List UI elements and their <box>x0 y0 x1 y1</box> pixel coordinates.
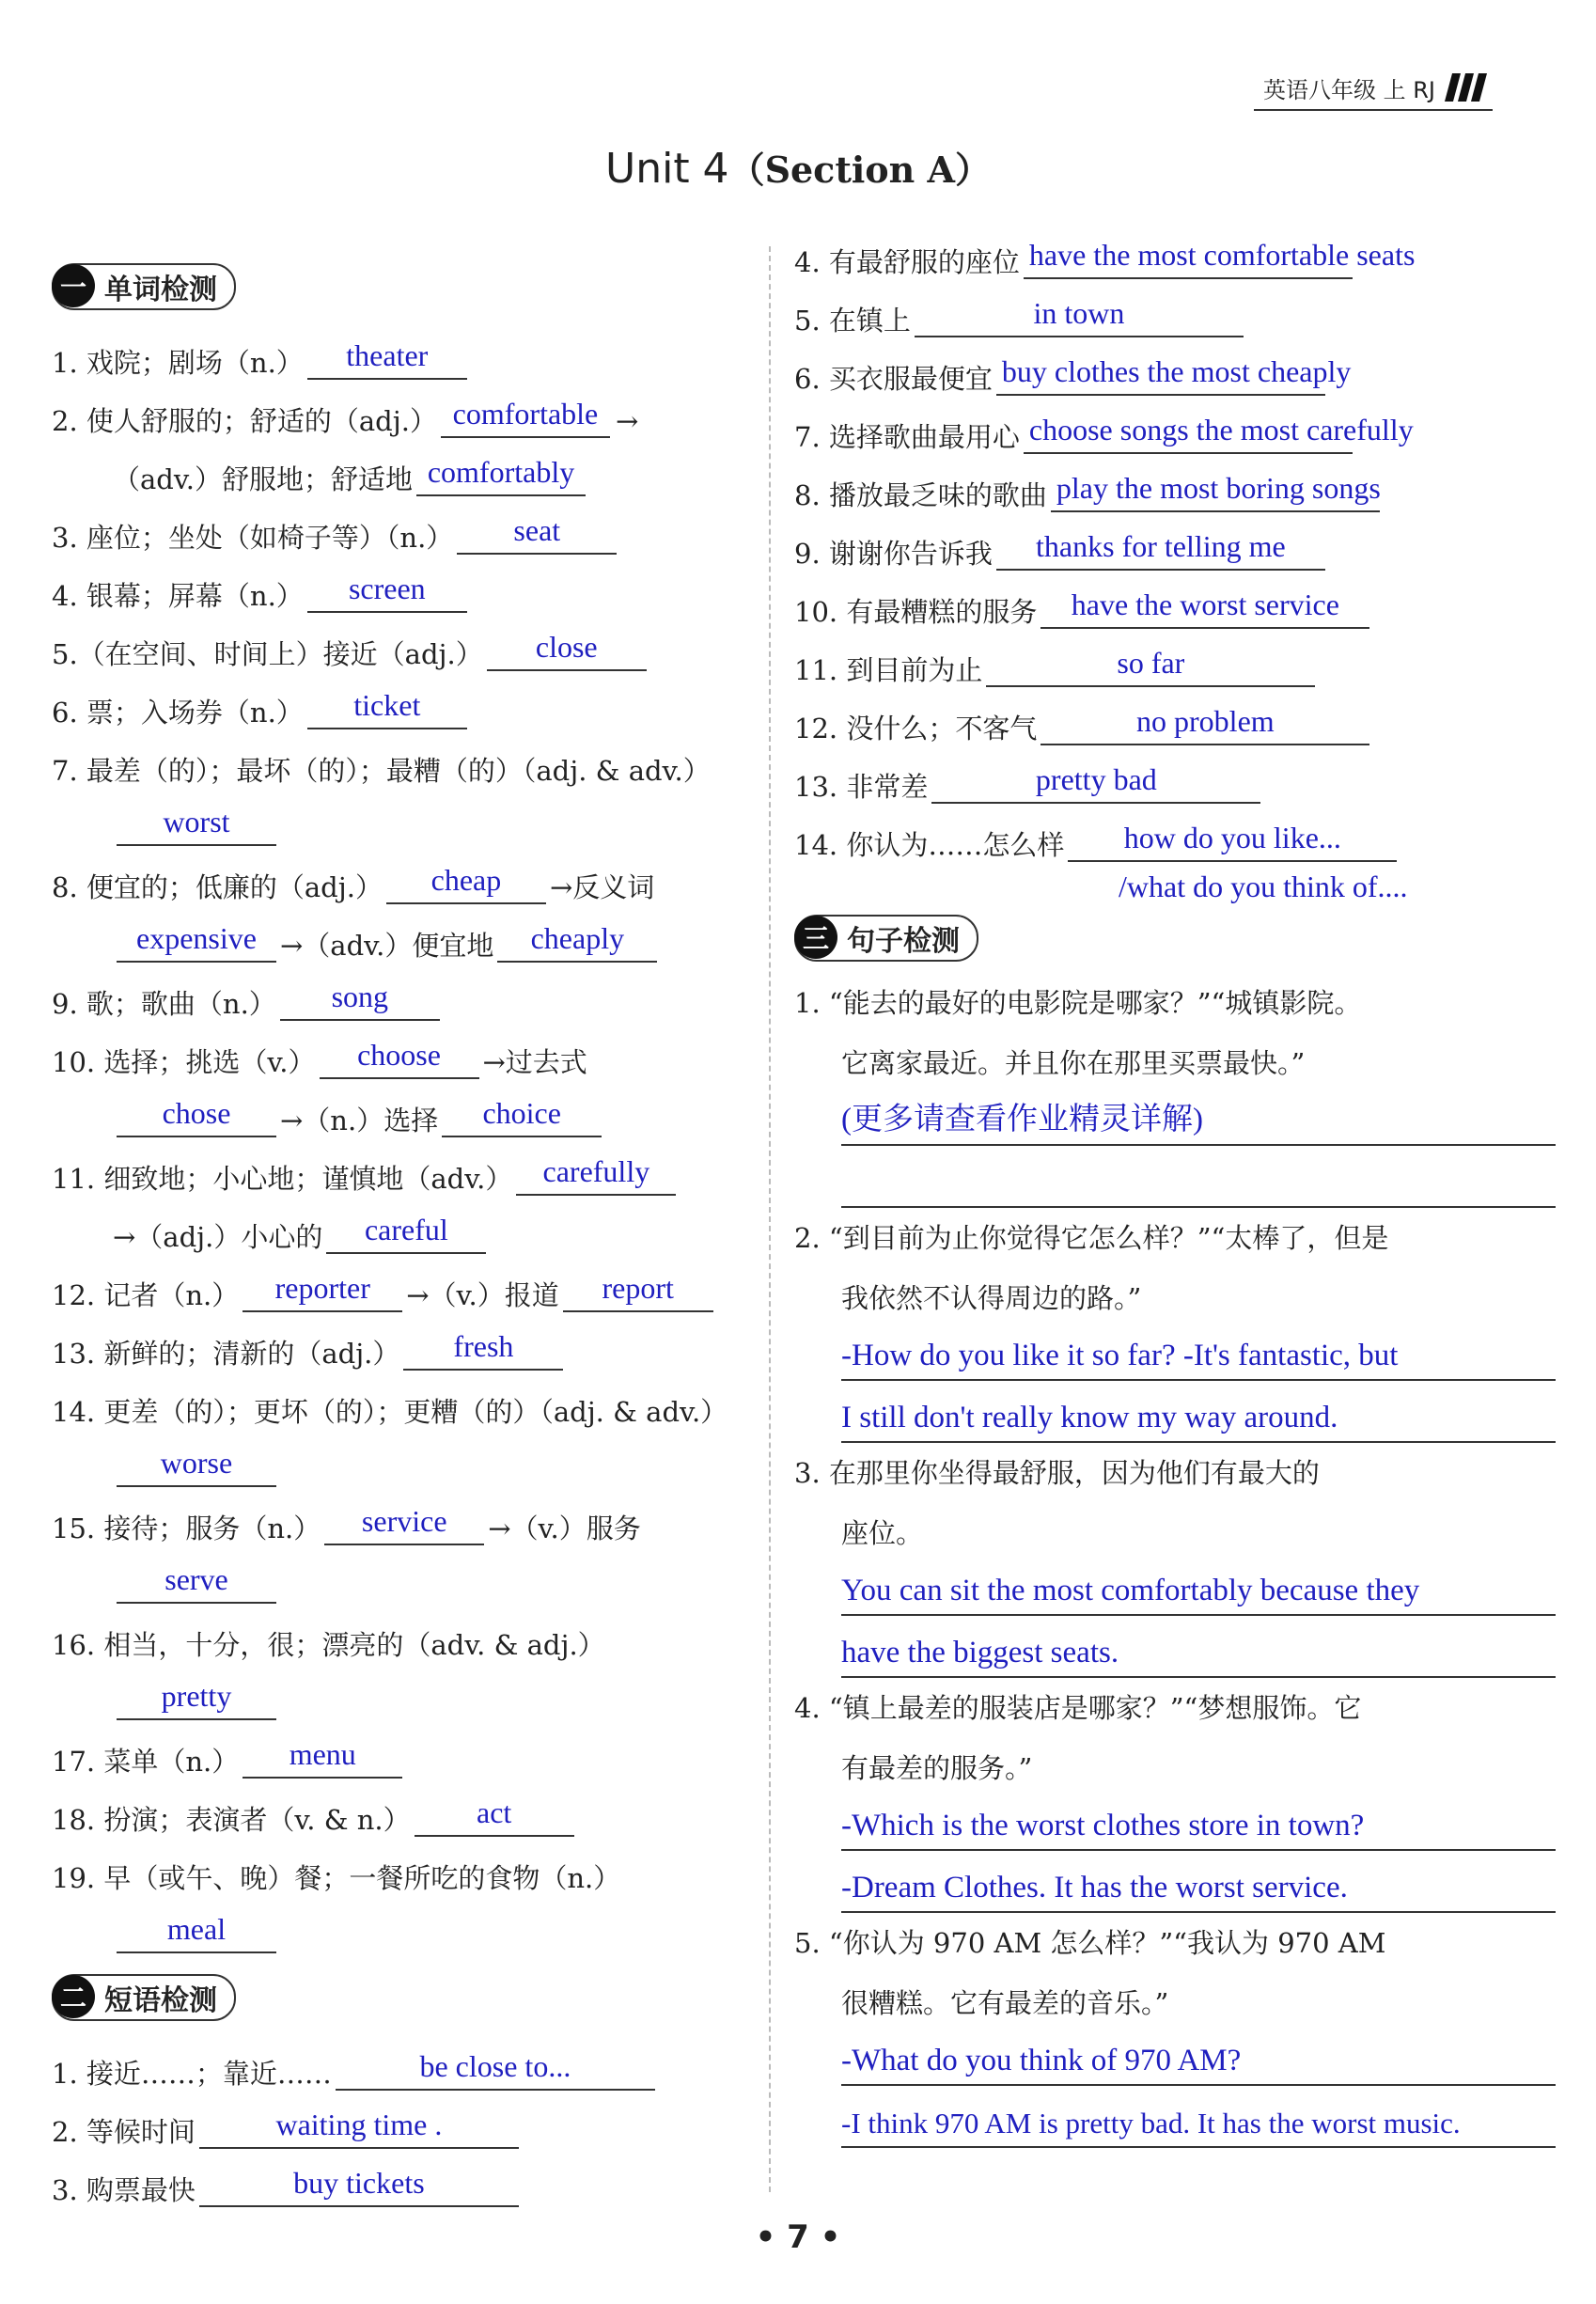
question-text: 8. 便宜的；低廉的（adj.） <box>52 871 383 903</box>
answer-blank[interactable] <box>457 513 617 555</box>
question-text: →（adj.）小心的 <box>113 1221 323 1253</box>
word-item-16-line-2 <box>52 1662 747 1720</box>
answer-blank[interactable] <box>416 455 586 496</box>
question-text: 9. 谢谢你告诉我 <box>794 538 993 570</box>
answer-text: worst <box>163 805 230 839</box>
question-text: 14. 你认为……怎么样 <box>794 829 1065 861</box>
answer-text: act <box>477 1795 512 1829</box>
question-text: 17. 菜单（n.） <box>52 1746 240 1778</box>
answer-text: careful <box>364 1213 448 1246</box>
word-item-2-line-2 <box>52 438 747 496</box>
answer-line[interactable] <box>841 1146 1556 1208</box>
question-text: 它离家最近。并且你在那里买票最快。” <box>841 1047 1306 1079</box>
answer-blank[interactable] <box>117 1446 276 1487</box>
phrase-item-1 <box>52 2032 747 2091</box>
question-text: 1. 接近……；靠近…… <box>52 2058 332 2090</box>
word-item-5 <box>52 613 747 671</box>
unit-label: Unit 4 <box>605 145 729 193</box>
question-text: 4. 有最舒服的座位 <box>794 246 1020 278</box>
question-text: 9. 歌；歌曲（n.） <box>52 988 276 1020</box>
phrase-item-12 <box>794 687 1565 745</box>
answer-text: ticket <box>353 688 421 722</box>
answer-text: pretty bad <box>1035 762 1157 796</box>
answer-blank[interactable] <box>326 1213 486 1254</box>
answer-text: meal <box>166 1912 227 1946</box>
section-header-sentences <box>794 915 978 962</box>
right-column <box>794 221 1565 2148</box>
sentence-item-3 <box>794 1443 1565 1678</box>
answer-blank[interactable] <box>117 1912 276 1953</box>
answer-blank[interactable] <box>117 805 276 846</box>
question-text: 6. 买衣服最便宜 <box>794 363 993 395</box>
answer-blank[interactable] <box>516 1154 676 1196</box>
answer-blank[interactable] <box>324 1504 484 1545</box>
answer-text: have the most comfortable seats <box>1028 238 1416 272</box>
word-item-10 <box>52 1021 747 1079</box>
sentence-item-1 <box>794 973 1565 1208</box>
answer-blank[interactable] <box>336 2049 655 2091</box>
answer-blank[interactable] <box>497 921 657 963</box>
answer-text: reporter <box>274 1271 370 1305</box>
answer-text: waiting time . <box>275 2108 443 2141</box>
word-item-12 <box>52 1254 747 1312</box>
answer-blank[interactable] <box>1024 238 1416 279</box>
answer-line[interactable] <box>841 1093 1556 1146</box>
answer-text: no problem <box>1136 704 1275 738</box>
word-item-15 <box>52 1487 747 1545</box>
answer-text: fresh <box>453 1329 514 1363</box>
answer-text: expensive <box>136 921 257 955</box>
question-text: 11. 细致地；小心地；谨慎地（adv.） <box>52 1163 513 1195</box>
question-text: 10. 选择；挑选（v.） <box>52 1046 316 1078</box>
answer-blank[interactable] <box>243 1271 402 1312</box>
left-column <box>52 254 747 2207</box>
answer-text: be close to... <box>419 2049 571 2083</box>
answer-text: choose songs the most carefully <box>1028 413 1414 447</box>
answer-blank[interactable] <box>320 1038 479 1079</box>
answer-text: cheap <box>430 863 502 897</box>
phrase-item-7 <box>794 396 1565 454</box>
question-text: 4. “镇上最差的服装店是哪家？”“梦想服饰。它 <box>794 1692 1362 1724</box>
answer-text: so far <box>1117 646 1185 680</box>
answer-blank[interactable] <box>996 354 1352 396</box>
answer-line[interactable] <box>841 1381 1556 1443</box>
answer-text: carefully <box>542 1154 650 1188</box>
question-text: →（v.）报道 <box>406 1279 559 1311</box>
question-text: 12. 记者（n.） <box>52 1279 240 1311</box>
answer-line[interactable] <box>841 1798 1556 1851</box>
question-text: 10. 有最糟糕的服务 <box>794 596 1038 628</box>
question-text: 15. 接待；服务（n.） <box>52 1512 321 1544</box>
phrase-item-13 <box>794 745 1565 804</box>
phrase-item-4 <box>794 221 1565 279</box>
answer-blank[interactable] <box>487 630 647 671</box>
question-text: →反义词 <box>549 871 655 903</box>
answer-text: You can sit the most comfortably because they <box>841 1574 1420 1607</box>
answer-text: serve <box>164 1562 228 1596</box>
word-item-18 <box>52 1779 747 1837</box>
answer-text: close <box>535 630 598 664</box>
question-text: 很糟糕。它有最差的音乐。” <box>841 1987 1169 2019</box>
question-text: 7. 最差（的）；最坏（的）；最糟（的）（adj. & adv.） <box>52 755 711 787</box>
word-item-14 <box>52 1371 747 1429</box>
answer-text: pretty <box>161 1679 232 1713</box>
section-title: 单词检测 <box>104 274 217 306</box>
answer-blank[interactable] <box>1051 471 1380 512</box>
phrase-item-14-alt <box>794 862 1565 903</box>
phrase-item-9 <box>794 512 1565 571</box>
word-item-8 <box>52 846 747 904</box>
answer-text: worse <box>160 1446 233 1480</box>
answer-text: -Dream Clothes. It has the worst service. <box>841 1871 1348 1904</box>
question-text: →（n.）选择 <box>280 1105 439 1136</box>
question-text: 2. 使人舒服的；舒适的（adj.） <box>52 405 437 437</box>
answer-text: choose <box>357 1038 441 1072</box>
answer-text: /what do you think of.... <box>1119 870 1408 903</box>
question-text: 5. 在镇上 <box>794 305 911 337</box>
answer-blank[interactable] <box>441 397 610 438</box>
answer-text: service <box>361 1504 447 1538</box>
answer-line[interactable] <box>841 1616 1556 1678</box>
question-text: （adv.）舒服地；舒适地 <box>113 463 414 495</box>
page-header <box>1254 66 1493 111</box>
word-item-16 <box>52 1604 747 1662</box>
word-item-19 <box>52 1837 747 1895</box>
question-text: 3. 在那里你坐得最舒服，因为他们有最大的 <box>794 1457 1320 1489</box>
word-item-7-line-2 <box>52 788 747 846</box>
answer-text: cheaply <box>530 921 625 955</box>
header-text: 英语八年级 上 RJ <box>1262 76 1435 103</box>
question-text: 6. 票；入场券（n.） <box>52 697 304 729</box>
answer-blank[interactable] <box>243 1737 402 1779</box>
question-text: 12. 没什么；不客气 <box>794 713 1038 744</box>
answer-blank[interactable] <box>986 646 1315 687</box>
answer-blank[interactable] <box>117 1562 276 1604</box>
answer-text: -How do you like it so far? -It's fantastic, but <box>841 1339 1399 1372</box>
question-text: 14. 更差（的）；更坏（的）；更糟（的）（adj. & adv.） <box>52 1396 728 1428</box>
section-label: （Section A） <box>728 149 991 191</box>
question-text: →（v.）服务 <box>488 1512 641 1544</box>
question-text: 5. “你认为 970 AM 怎么样？”“我认为 970 AM <box>794 1927 1386 1959</box>
answer-text: in town <box>1033 296 1125 330</box>
answer-blank[interactable] <box>915 296 1244 337</box>
question-text: 13. 非常差 <box>794 771 929 803</box>
word-item-9 <box>52 963 747 1021</box>
phrase-item-8 <box>794 454 1565 512</box>
word-item-2 <box>52 380 747 438</box>
answer-blank[interactable] <box>415 1795 574 1837</box>
word-item-10-line-2 <box>52 1079 747 1137</box>
question-text: 19. 早（或午、晚）餐；一餐所吃的食物（n.） <box>52 1862 621 1894</box>
answer-text: menu <box>289 1737 356 1771</box>
answer-text: seat <box>513 513 561 547</box>
question-text: 7. 选择歌曲最用心 <box>794 421 1020 453</box>
word-item-3 <box>52 496 747 555</box>
answer-blank[interactable] <box>442 1096 602 1137</box>
word-item-11 <box>52 1137 747 1196</box>
answer-text: report <box>602 1271 674 1305</box>
answer-blank[interactable] <box>386 863 546 904</box>
answer-text: -What do you think of 970 AM? <box>841 2044 1242 2077</box>
phrase-item-10 <box>794 571 1565 629</box>
answer-text: have the biggest seats. <box>841 1636 1119 1669</box>
question-text: 1. “能去的最好的电影院是哪家？”“城镇影院。 <box>794 987 1362 1019</box>
answer-text: (更多请查看作业精灵详解) <box>841 1103 1203 1136</box>
section-number-badge: 一 <box>52 264 95 307</box>
answer-blank[interactable] <box>199 2166 519 2207</box>
answer-blank[interactable] <box>117 1679 276 1720</box>
section-number-badge: 二 <box>52 1975 95 2018</box>
answer-blank[interactable] <box>931 762 1260 804</box>
question-text: 2. 等候时间 <box>52 2116 196 2148</box>
word-item-6 <box>52 671 747 729</box>
answer-line[interactable] <box>841 2033 1556 2086</box>
question-text: 18. 扮演；表演者（v. & n.） <box>52 1804 411 1836</box>
question-text: 有最差的服务。” <box>841 1752 1033 1784</box>
question-text: →过去式 <box>482 1046 587 1078</box>
section-title: 句子检测 <box>847 925 960 958</box>
answer-blank[interactable] <box>996 529 1325 571</box>
answer-blank[interactable] <box>307 688 467 729</box>
answer-text: buy clothes the most cheaply <box>1001 354 1352 388</box>
page-title <box>0 141 1596 193</box>
answer-line[interactable] <box>841 1851 1556 1913</box>
answer-blank[interactable] <box>1068 821 1397 862</box>
question-text: 8. 播放最乏味的歌曲 <box>794 479 1047 511</box>
answer-line[interactable] <box>841 1563 1556 1616</box>
question-text: 11. 到目前为止 <box>794 654 983 686</box>
answer-blank[interactable] <box>1041 588 1369 629</box>
question-text: →（adv.）便宜地 <box>280 930 494 962</box>
question-text: 座位。 <box>841 1517 924 1549</box>
answer-blank[interactable] <box>403 1329 563 1371</box>
section-title: 短语检测 <box>104 1984 217 2017</box>
answer-text: comfortably <box>427 455 575 489</box>
phrase-item-3 <box>52 2149 747 2207</box>
phrase-item-6 <box>794 337 1565 396</box>
phrase-item-5 <box>794 279 1565 337</box>
question-text: 3. 购票最快 <box>52 2174 196 2206</box>
word-item-7 <box>52 729 747 788</box>
sentence-item-5 <box>794 1913 1565 2148</box>
answer-text: thanks for telling me <box>1036 529 1286 563</box>
question-text: 我依然不认得周边的路。” <box>841 1282 1142 1314</box>
answer-text: how do you like... <box>1123 821 1341 854</box>
word-item-4 <box>52 555 747 613</box>
word-item-19-line-2 <box>52 1895 747 1953</box>
arrow-icon: → <box>615 405 639 437</box>
word-item-15-line-2 <box>52 1545 747 1604</box>
column-divider <box>769 246 771 2192</box>
answer-text: -I think 970 AM is pretty bad. It has the worst music. <box>841 2107 1461 2139</box>
answer-line[interactable] <box>841 1328 1556 1381</box>
answer-line[interactable] <box>841 2086 1556 2148</box>
answer-blank[interactable] <box>307 572 467 613</box>
section-header-words <box>52 263 236 310</box>
phrase-item-11 <box>794 629 1565 687</box>
answer-blank[interactable] <box>199 2108 519 2149</box>
word-item-11-line-2 <box>52 1196 747 1254</box>
answer-text: -Which is the worst clothes store in town? <box>841 1809 1365 1842</box>
answer-text: have the worst service <box>1071 588 1339 621</box>
question-text: 3. 座位；坐处（如椅子等）（n.） <box>52 522 454 554</box>
page-number: • 7 • <box>755 2218 841 2256</box>
question-text: 1. 戏院；剧场（n.） <box>52 347 304 379</box>
word-item-14-line-2 <box>52 1429 747 1487</box>
answer-text: I still don't really know my way around. <box>841 1401 1338 1434</box>
sentence-item-4 <box>794 1678 1565 1913</box>
answer-blank[interactable] <box>563 1271 713 1312</box>
section-header-phrases <box>52 1974 236 2021</box>
answer-blank[interactable] <box>1041 704 1369 745</box>
answer-blank[interactable] <box>307 338 467 380</box>
answer-text: theater <box>346 338 429 372</box>
sentence-item-2 <box>794 1208 1565 1443</box>
answer-text: chose <box>162 1096 231 1130</box>
question-text: 4. 银幕；屏幕（n.） <box>52 580 304 612</box>
answer-text: song <box>331 980 389 1013</box>
phrase-item-2 <box>52 2091 747 2149</box>
question-text: 13. 新鲜的；清新的（adj.） <box>52 1338 400 1370</box>
word-item-1 <box>52 321 747 380</box>
answer-blank[interactable] <box>1024 413 1414 454</box>
question-text: 2. “到目前为止你觉得它怎么样？”“太棒了，但是 <box>794 1222 1389 1254</box>
section-number-badge: 三 <box>794 916 837 959</box>
answer-text: comfortable <box>452 397 599 431</box>
word-item-8-line-2 <box>52 904 747 963</box>
answer-text: play the most boring songs <box>1056 471 1381 505</box>
answer-text: buy tickets <box>293 2166 425 2200</box>
question-text: 16. 相当，十分，很；漂亮的（adv. & adj.） <box>52 1629 605 1661</box>
answer-text: choice <box>482 1096 561 1130</box>
header-stripes-decoration <box>1448 73 1483 102</box>
phrase-item-14 <box>794 804 1565 862</box>
answer-text: screen <box>348 572 426 605</box>
answer-blank[interactable] <box>280 980 440 1021</box>
word-item-13 <box>52 1312 747 1371</box>
answer-blank[interactable] <box>117 1096 276 1137</box>
word-item-17 <box>52 1720 747 1779</box>
question-text: 5.（在空间、时间上）接近（adj.） <box>52 638 483 670</box>
answer-blank[interactable] <box>117 921 276 963</box>
